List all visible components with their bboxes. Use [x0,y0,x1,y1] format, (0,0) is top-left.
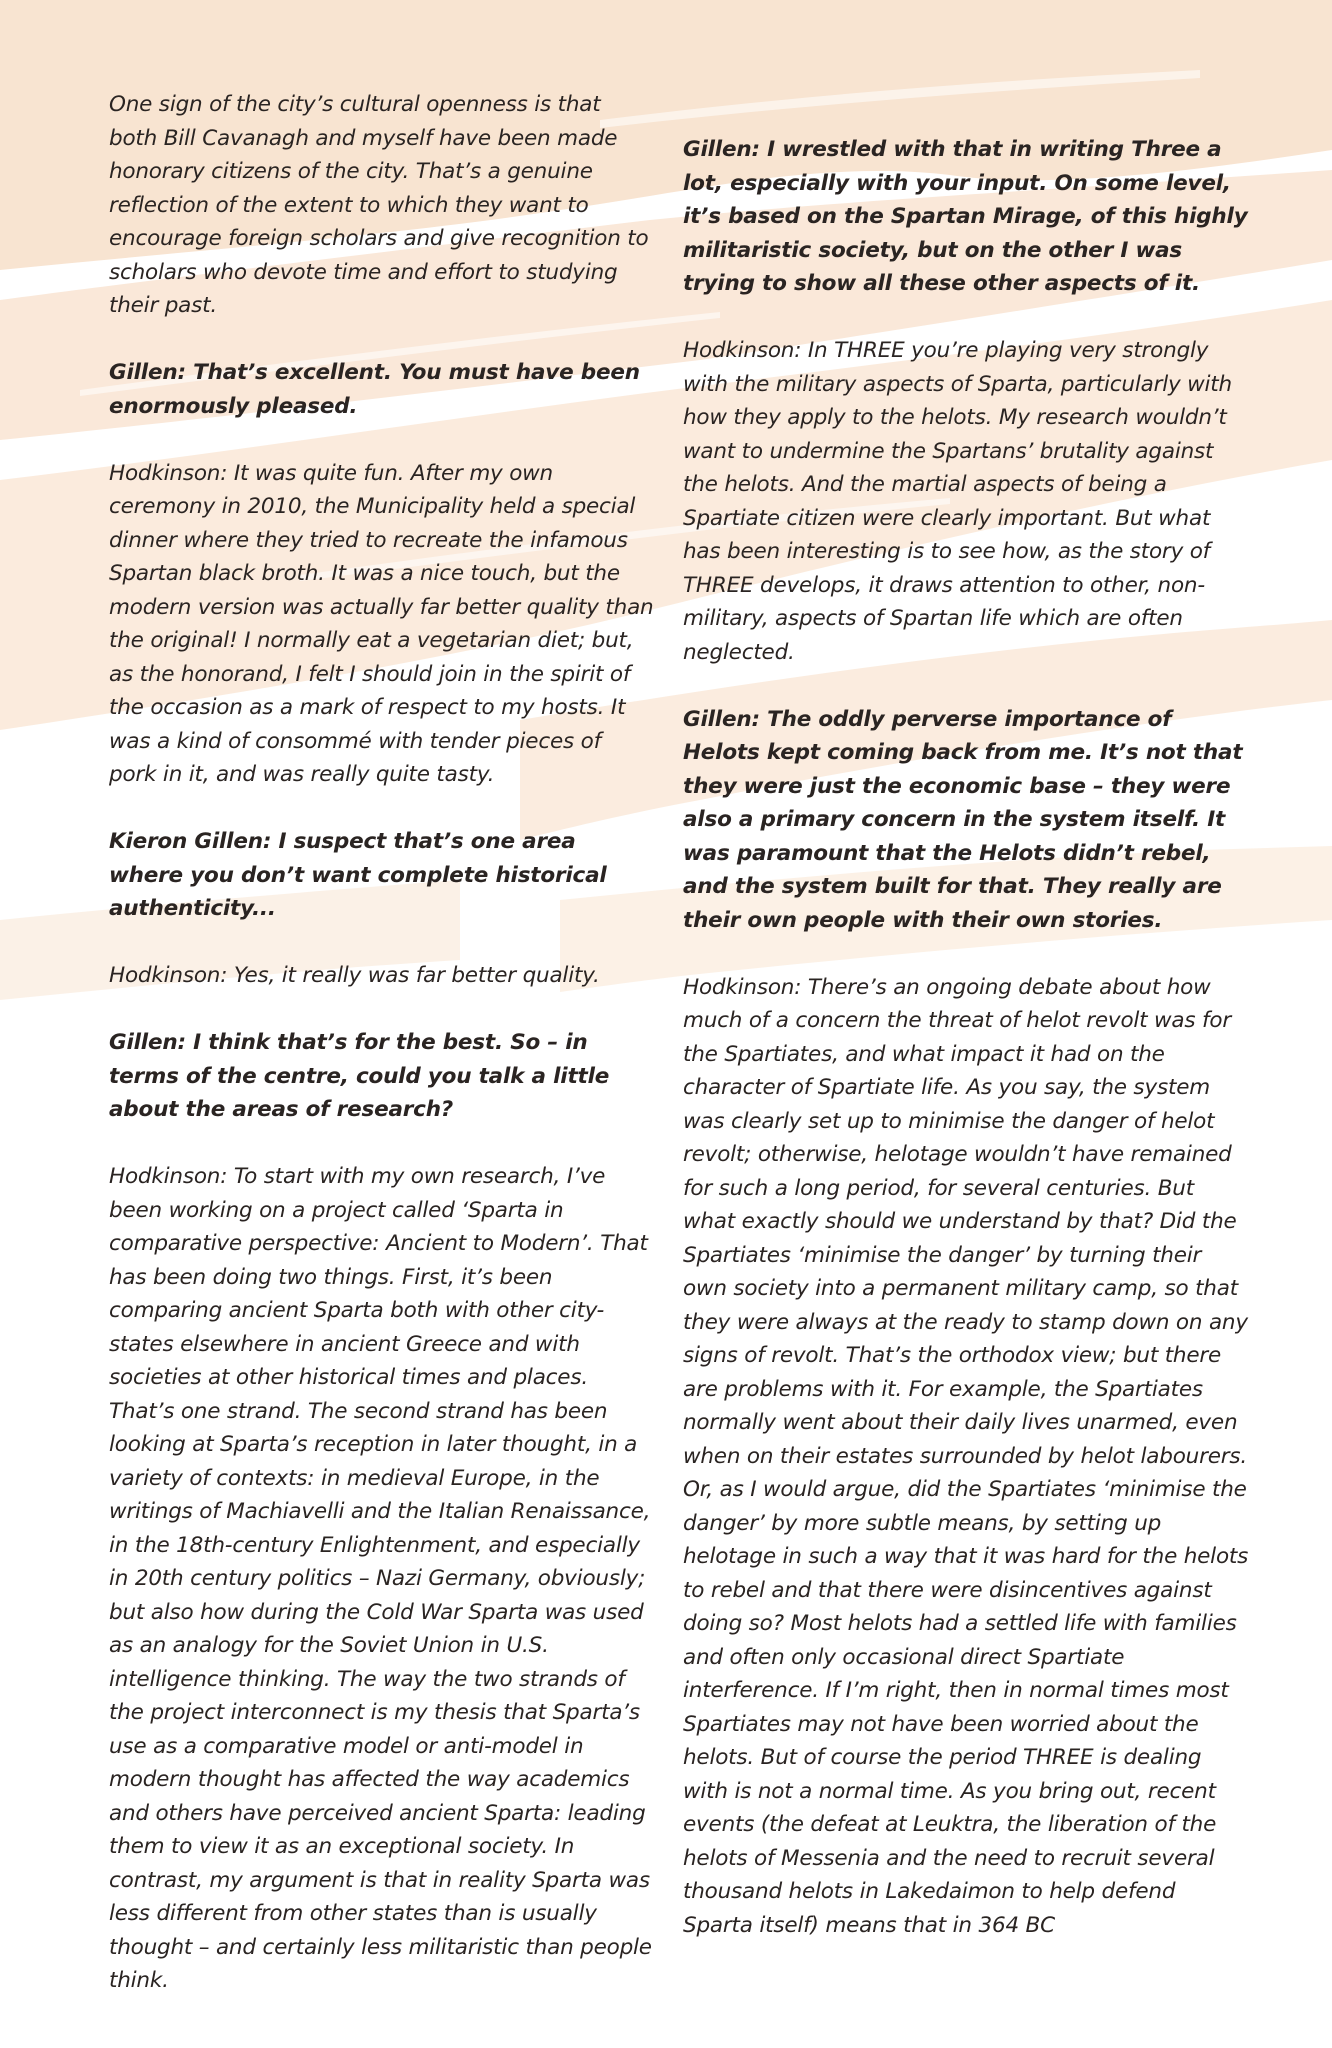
paragraph-question: Gillen: I think that’s for the best. So – in terms of the centre, could you talk a little about the areas of research? [109,1030,610,1122]
paragraph-question: Gillen: The oddly perverse importance of Helots kept coming back from me. It’s not that they were just the economic base – they were also a primary concern in the system itself. It was paramount that the Helots didn’t rebel, and the system built for that. They really are their own people with their own stories. [683,706,1243,933]
paragraph-question: Kieron Gillen: I suspect that’s one area where you don’t want complete historical authenticity... [109,829,607,921]
paragraph-answer: One sign of the city’s cultural openness is that both Bill Cavanagh and myself have been made honorary citizens of the city. That’s a genuine reflection of the extent to which they want to encourage foreign scholars and give recognition to scholars who devote time and effort to studying their past. [109,92,649,318]
paragraph-question: Gillen: That’s excellent. You must have been enormously pleased. [109,360,640,419]
paragraph-answer: Hodkinson: There’s an ongoing debate about how much of a concern the threat of helot revolt was for the Spartiates, and what impact it had on the character of Spartiate life. As you say, the system was clearly set up to minimise the danger of helot revolt; otherwise, helotage wouldn’t have remained for such a long period, for several centuries. But what exactly should we understand by that? Did the Spartiates ‘minimise the danger’ by turning their own society into a permanent military camp, so that they were always at the ready to stamp down on any signs of revolt. That’s the orthodox view; but there are problems with it. For example, the Spartiates normally went about their daily lives unarmed, even when on their estates surrounded by helot labourers. Or, as I would argue, did the Spartiates ‘minimise the danger’ by more subtle means, by setting up helotage in such a way that it was hard for the helots to rebel and that there were disincentives against doing so? Most helots had a settled life with families and often only occasional direct Spartiate interference. If I’m right, then in normal times most Spartiates may not have been worried about the helots. But of course the period THREE is dealing with is not a normal time. As you bring out, recent events (the defeat at Leuktra, the liberation of the helots of Messenia and the need to recruit several thousand helots in Lakedaimon to help defend Sparta itself) means that in 364 BC [683,974,1249,1938]
paragraph-answer: Hodkinson: To start with my own research, I’ve been working on a project called ‘Sparta in comparative perspective: Ancient to Modern’. That has been doing two things. First, it’s been comparing ancient Sparta both with other city-states elsewhere in ancient Greece and with societies at other historical times and places. That’s one strand. The second strand has been looking at Sparta’s reception in later thought, in a variety of contexts: in medieval Europe, in the writings of Machiavelli and the Italian Renaissance, in the 18th-century Enlightenment, and especially in 20th century politics – Nazi Germany, obviously; but also how during the Cold War Sparta was used as an analogy for the Soviet Union in U.S. intelligence thinking. The way the two strands of the project interconnect is my thesis that Sparta’s use as a comparative model or anti-model in modern thought has affected the way academics and others have perceived ancient Sparta: leading them to view it as an exceptional society. In contrast, my argument is that in reality Sparta was less different from other states than is usually thought – and certainly less militaristic than people think. [109,1164,652,1993]
paragraph-answer: Hodkinson: It was quite fun. After my own ceremony in 2010, the Municipality held a special dinner where they tried to recreate the infamous Spartan black broth. It was a nice touch, but the modern version was actually far better quality than the original! I normally eat a vegetarian diet; but, as the honorand, I felt I should join in the spirit of the occasion as a mark of respect to my hosts. It was a kind of consommé with tender pieces of pork in it, and was really quite tasty. [109,460,654,787]
paragraph-answer: Hodkinson: Yes, it really was far better quality. [109,963,600,988]
paragraph-question: Gillen: I wrestled with that in writing Three a lot, especially with your input. On some level, it’s based on the Spartan Mirage, of this highly militaristic society, but on the other I was trying to show all these other aspects of it. [683,137,1248,296]
left-column [109,88,654,1998]
paragraph-answer: Hodkinson: In THREE you’re playing very strongly with the military aspects of Sparta, particularly with how they apply to the helots. My research wouldn’t want to undermine the Spartans’ brutality against the helots. And the martial aspects of being a Spartiate citizen were clearly important. But what has been interesting is to see how, as the story of THREE develops, it draws attention to other, non-military, aspects of Spartan life which are often neglected. [683,338,1232,665]
right-column [683,133,1251,1942]
